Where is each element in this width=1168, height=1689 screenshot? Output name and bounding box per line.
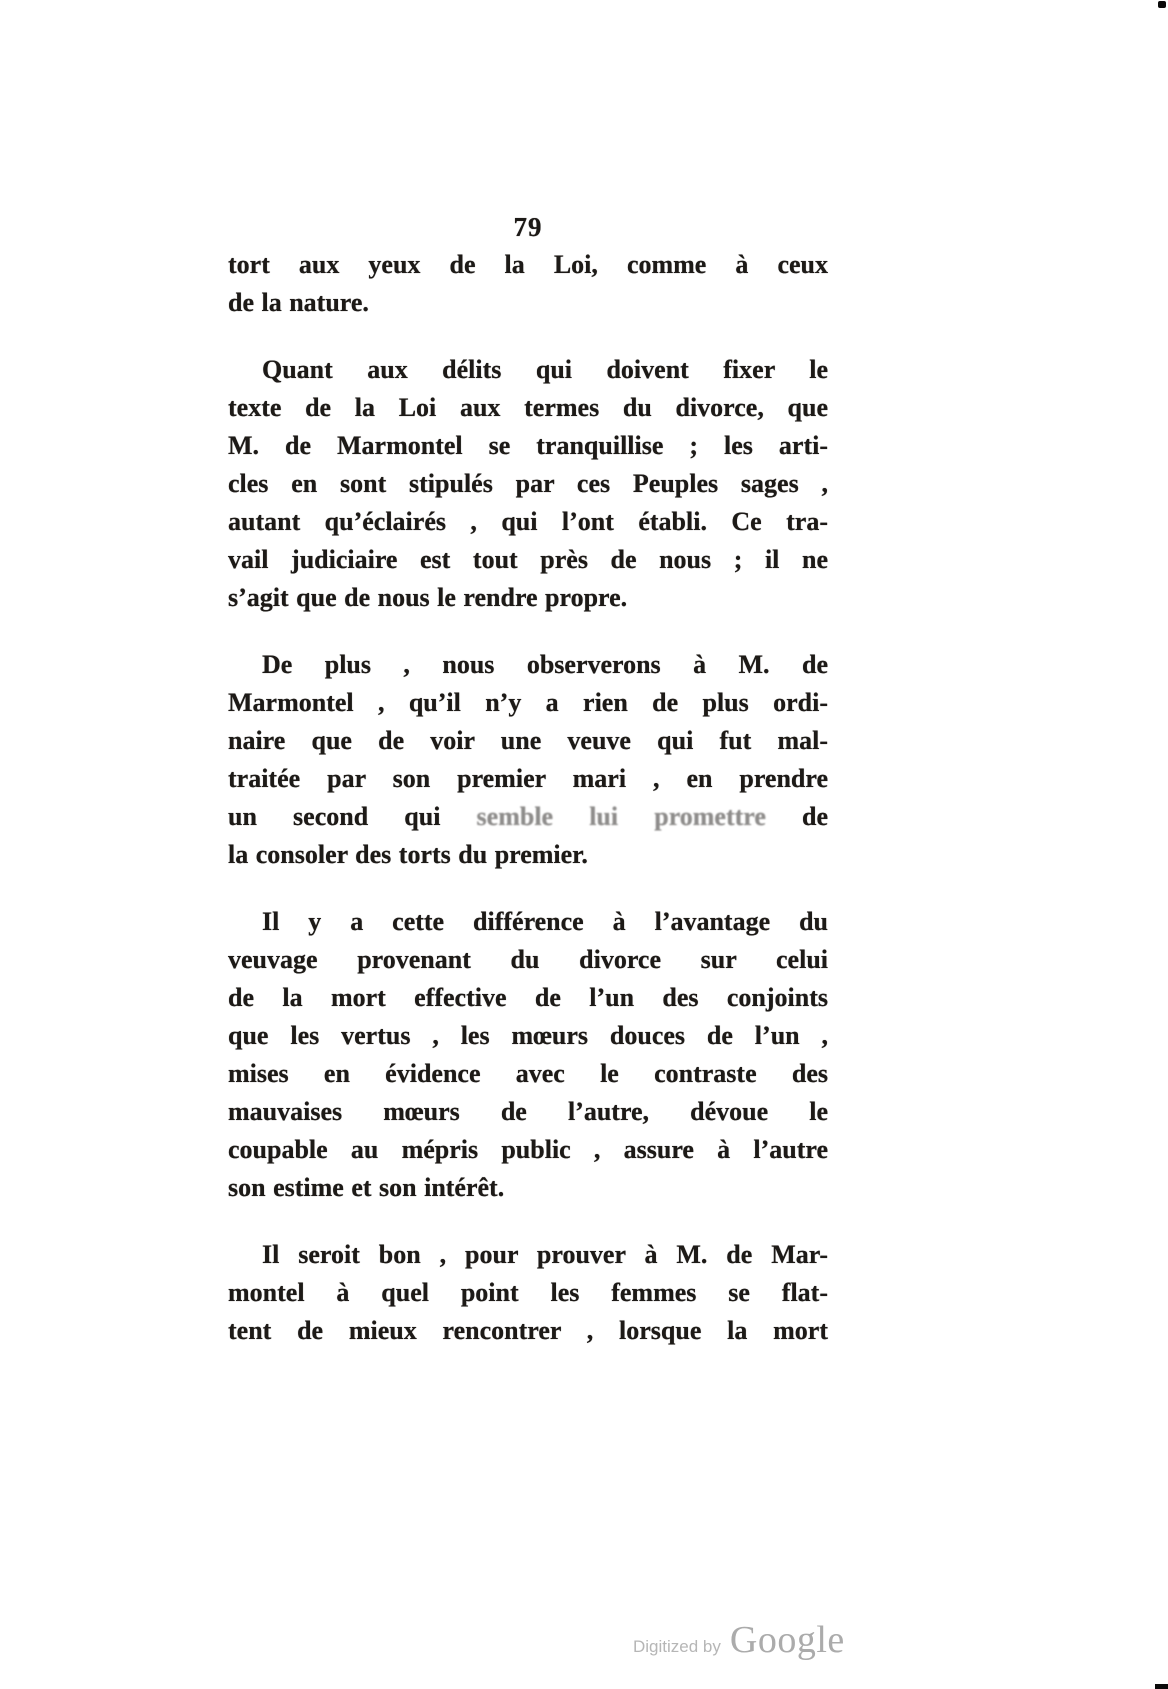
text-line: mises en évidence avec le contraste des <box>228 1059 828 1088</box>
paragraph <box>228 903 828 1207</box>
google-watermark <box>633 1618 845 1662</box>
scan-artifact-top-right-icon <box>1158 1 1166 8</box>
text-line: Il y a cette différence à l’avantage du <box>262 907 828 936</box>
text-line: tent de mieux rencontrer , lorsque la mort <box>228 1316 828 1345</box>
text-line: veuvage provenant du divorce sur celui <box>228 945 828 974</box>
text-segment-faded: semble lui promettre <box>476 802 766 831</box>
text-segment: un second qui <box>228 802 477 831</box>
text-line: tort aux yeux de la Loi, comme à ceux <box>228 250 828 279</box>
text-line: mauvaises mœurs de l’autre, dévoue le <box>228 1097 828 1126</box>
text-line: Il seroit bon , pour prouver à M. de Mar- <box>262 1240 828 1269</box>
text-block <box>228 246 828 1350</box>
text-line-faded-scan <box>228 798 828 836</box>
text-line: M. de Marmontel se tranquillise ; les arti- <box>228 431 828 460</box>
text-line: de la nature. <box>228 288 369 317</box>
text-segment: de <box>765 802 829 831</box>
text-line: traitée par son premier mari , en prendre <box>228 764 828 793</box>
text-line: coupable au mépris public , assure à l’autre <box>228 1135 828 1164</box>
google-logo: Google <box>729 1619 845 1661</box>
text-line: cles en sont stipulés par ces Peuples sages , <box>228 469 828 498</box>
page-number: 79 <box>513 212 543 242</box>
text-line: que les vertus , les mœurs douces de l’un , <box>228 1021 828 1050</box>
paragraph <box>228 646 828 874</box>
text-line: de la mort effective de l’un des conjoints <box>228 983 828 1012</box>
text-line: Marmontel , qu’il n’y a rien de plus ordi- <box>228 688 828 717</box>
text-line: montel à quel point les femmes se flat- <box>228 1278 828 1307</box>
paragraph <box>228 1236 828 1350</box>
text-line: Quant aux délits qui doivent fixer le <box>262 355 828 384</box>
text-line: De plus , nous observerons à M. de <box>262 650 828 679</box>
text-line: son estime et son intérêt. <box>228 1173 505 1202</box>
text-line: naire que de voir une veuve qui fut mal- <box>228 726 828 755</box>
paragraph <box>228 351 828 617</box>
watermark-text: Digitized by <box>633 1637 721 1656</box>
scan-artifact-bottom-right-icon <box>1155 1684 1168 1689</box>
text-line: la consoler des torts du premier. <box>228 840 588 869</box>
text-line: s’agit que de nous le rendre propre. <box>228 583 628 612</box>
paragraph <box>228 246 828 322</box>
text-line: autant qu’éclairés , qui l’ont établi. Ce tra- <box>228 507 828 536</box>
text-line: vail judiciaire est tout près de nous ; il ne <box>228 545 828 574</box>
text-line: texte de la Loi aux termes du divorce, que <box>228 393 828 422</box>
